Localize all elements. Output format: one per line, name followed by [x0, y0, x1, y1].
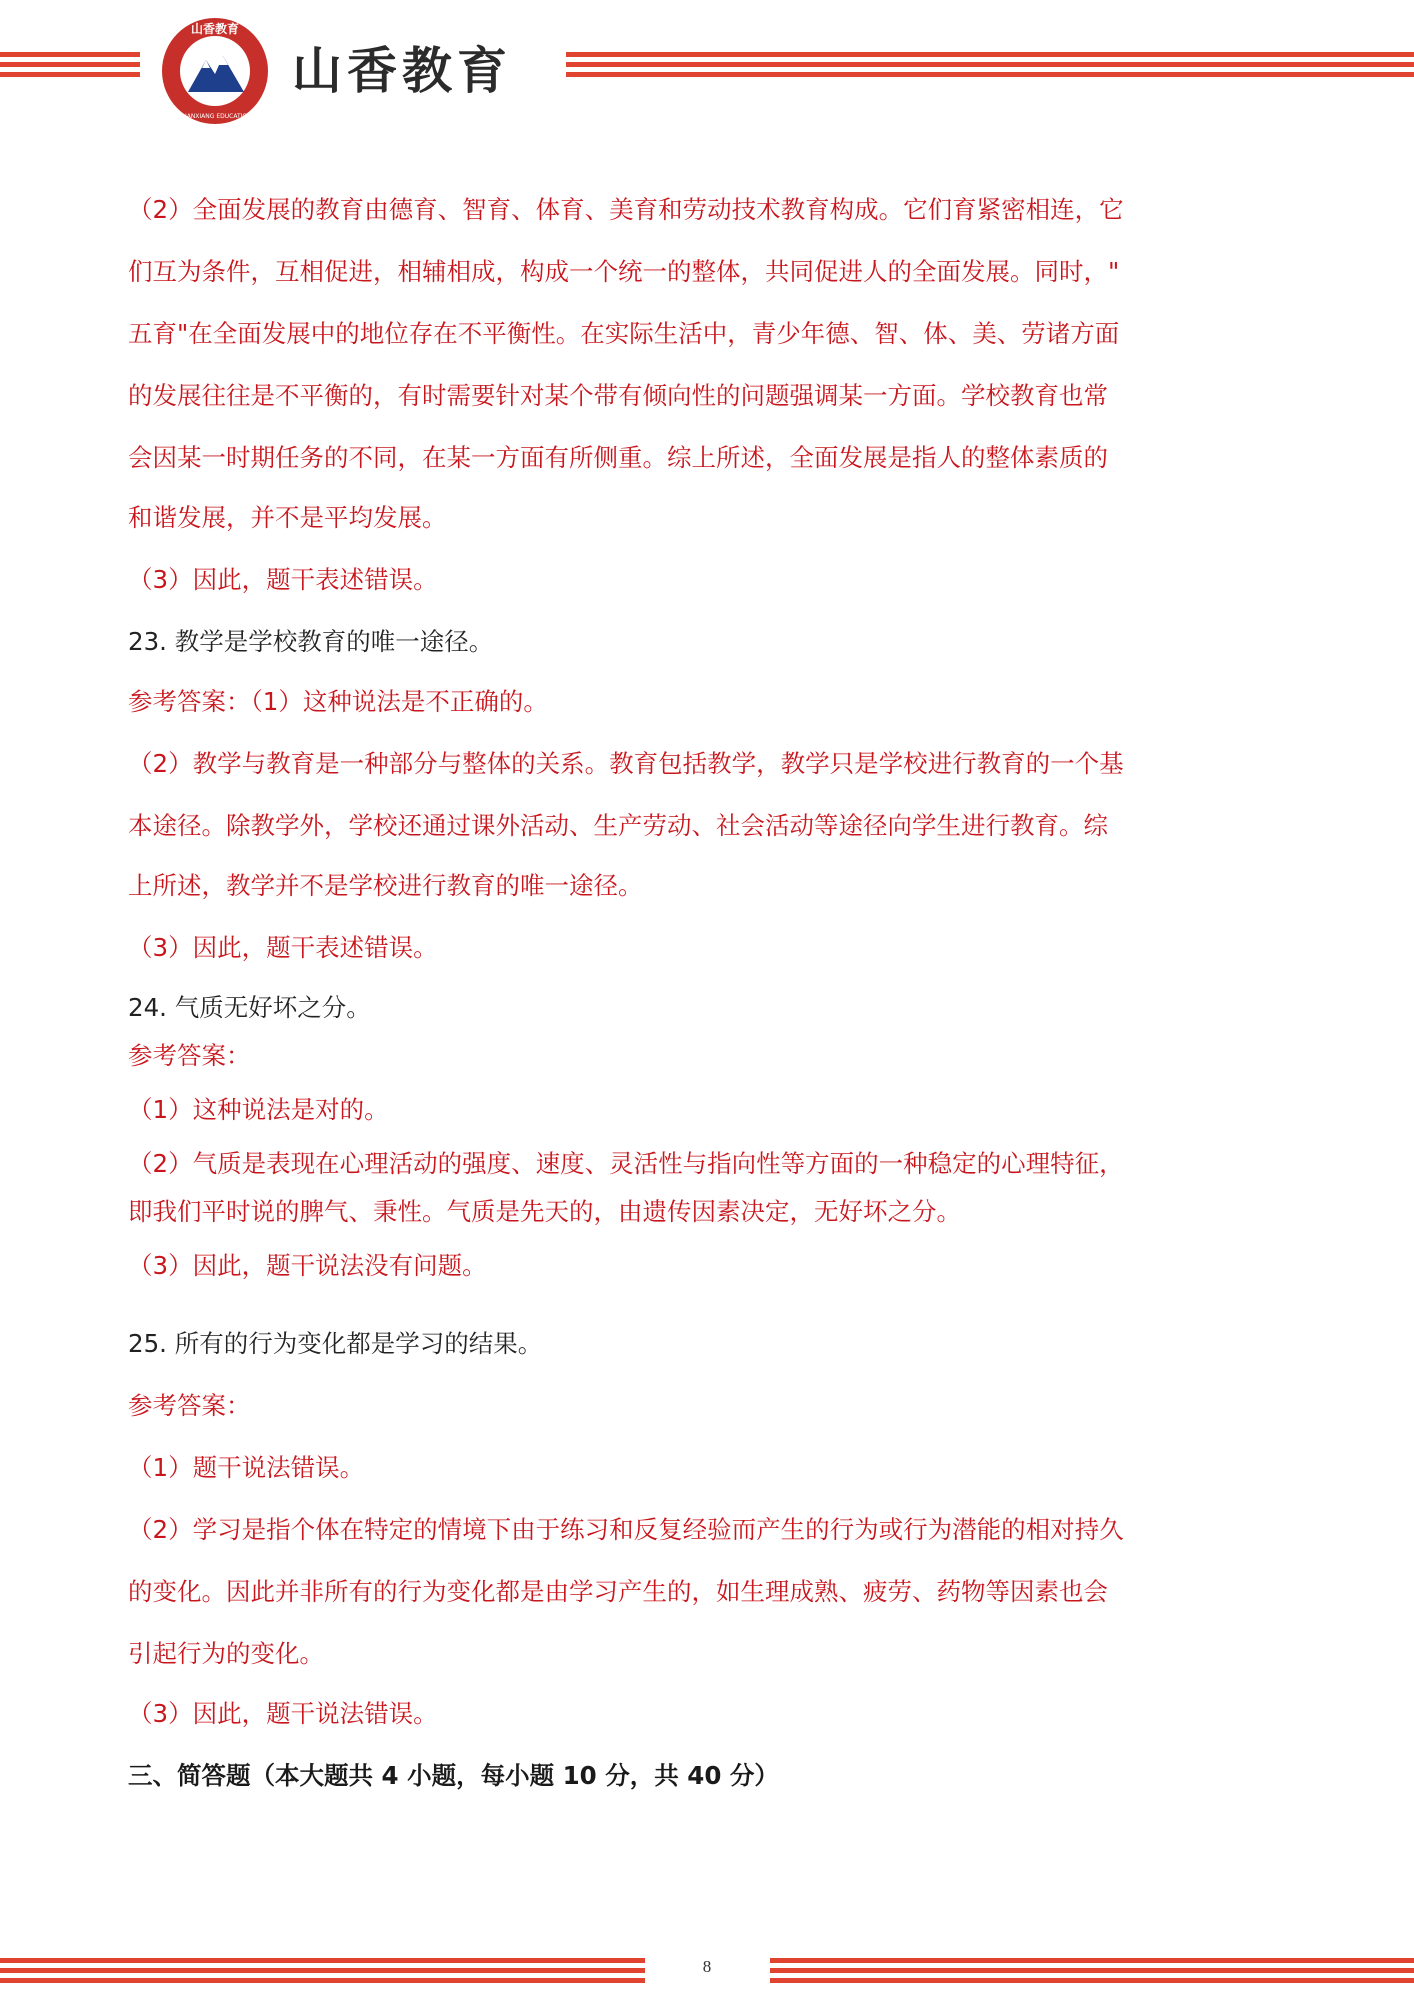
page-number: 8 — [702, 1957, 712, 1976]
answer-line: （2）全面发展的教育由德育、智育、体育、美育和劳动技术教育构成。它们育紧密相连，它 — [128, 195, 1124, 224]
answer-line: 引起行为的变化。 — [128, 1639, 324, 1668]
answer-label: 参考答案： — [128, 1391, 251, 1420]
answer-line: 会因某一时期任务的不同，在某一方面有所侧重。综上所述，全面发展是指人的整体素质的 — [128, 443, 1108, 472]
answer-line: （1）这种说法是对的。 — [128, 1095, 389, 1124]
answer-conclusion: （3）因此，题干说法没有问题。 — [128, 1251, 487, 1280]
answer-line: 和谐发展，并不是平均发展。 — [128, 503, 447, 532]
answer-line: （1）题干说法错误。 — [128, 1453, 365, 1482]
answer-line: 即我们平时说的脾气、秉性。气质是先天的，由遗传因素决定，无好坏之分。 — [128, 1197, 961, 1226]
footer-stripes-left — [0, 1958, 645, 1988]
answer-conclusion: （3）因此，题干表述错误。 — [128, 933, 438, 962]
answer-line: （2）教学与教育是一种部分与整体的关系。教育包括教学，教学只是学校进行教育的一个基 — [128, 749, 1124, 778]
logo-text: 山香教育 — [190, 22, 240, 36]
answer-line: （2）气质是表现在心理活动的强度、速度、灵活性与指向性等方面的一种稳定的心理特征， — [128, 1149, 1124, 1178]
shanxiang-logo — [160, 16, 270, 126]
answer-line: 的变化。因此并非所有的行为变化都是由学习产生的，如生理成熟、疲劳、药物等因素也会 — [128, 1577, 1108, 1606]
answer-conclusion: （3）因此，题干表述错误。 — [128, 565, 438, 594]
answer-line: 上所述，教学并不是学校进行教育的唯一途径。 — [128, 871, 643, 900]
brand-title: 山香教育 — [292, 41, 512, 100]
answer-label: 参考答案：（1）这种说法是不正确的。 — [128, 687, 548, 716]
answer-line: （2）学习是指个体在特定的情境下由于练习和反复经验而产生的行为或行为潜能的相对持久 — [128, 1515, 1124, 1544]
footer-stripes-right — [770, 1958, 1414, 1988]
answer-line: 本途径。除教学外，学校还通过课外活动、生产劳动、社会活动等途径向学生进行教育。综 — [128, 811, 1108, 840]
answer-line: 们互为条件，互相促进，相辅相成，构成一个统一的整体，共同促进人的全面发展。同时，" — [128, 257, 1120, 286]
answer-line: 五育"在全面发展中的地位存在不平衡性。在实际生活中，青少年德、智、体、美、劳诸方面 — [128, 319, 1120, 348]
question-24: 24. 气质无好坏之分。 — [128, 993, 371, 1022]
section-heading: 三、简答题（本大题共 4 小题，每小题 10 分，共 40 分） — [128, 1761, 779, 1790]
answer-line: 的发展往往是不平衡的，有时需要针对某个带有倾向性的问题强调某一方面。学校教育也常 — [128, 381, 1108, 410]
logo-subtext: SHANXIANG EDUCATION — [178, 113, 252, 120]
answer-label: 参考答案： — [128, 1041, 251, 1070]
question-25: 25. 所有的行为变化都是学习的结果。 — [128, 1329, 543, 1358]
header-stripes-left — [0, 52, 140, 82]
answer-conclusion: （3）因此，题干说法错误。 — [128, 1699, 438, 1728]
question-23: 23. 教学是学校教育的唯一途径。 — [128, 627, 494, 656]
header-stripes-right — [566, 52, 1414, 82]
